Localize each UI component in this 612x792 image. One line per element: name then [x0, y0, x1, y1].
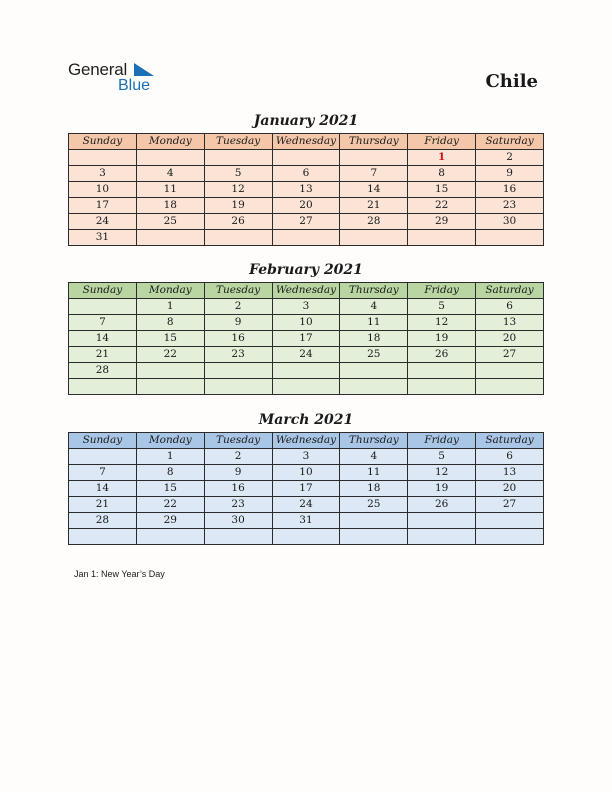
day-cell	[136, 150, 204, 166]
day-cell: 12	[408, 315, 476, 331]
day-cell: 25	[136, 214, 204, 230]
weekday-header: Saturday	[476, 433, 544, 449]
weekday-header: Thursday	[340, 283, 408, 299]
logo	[68, 60, 168, 96]
day-cell	[476, 363, 544, 379]
day-cell: 31	[272, 513, 340, 529]
day-cell: 3	[272, 299, 340, 315]
day-cell	[408, 379, 476, 395]
weekday-header: Friday	[408, 134, 476, 150]
logo-blue-text: Blue	[118, 77, 151, 94]
day-cell: 10	[69, 182, 137, 198]
day-cell: 28	[340, 214, 408, 230]
weekday-header: Monday	[136, 134, 204, 150]
day-cell	[204, 363, 272, 379]
weekday-header: Tuesday	[204, 433, 272, 449]
day-cell	[69, 150, 137, 166]
day-cell: 16	[204, 331, 272, 347]
day-cell	[136, 230, 204, 246]
day-cell: 3	[272, 449, 340, 465]
week-row	[69, 529, 544, 545]
country-title: Chile	[485, 71, 538, 92]
day-cell: 23	[204, 347, 272, 363]
day-cell: 24	[272, 497, 340, 513]
day-cell: 23	[204, 497, 272, 513]
week-row	[69, 166, 544, 182]
day-cell: 21	[69, 347, 137, 363]
day-cell: 17	[69, 198, 137, 214]
day-cell: 28	[69, 363, 137, 379]
day-cell: 27	[476, 497, 544, 513]
day-cell: 12	[408, 465, 476, 481]
day-cell: 9	[204, 315, 272, 331]
day-cell: 6	[476, 449, 544, 465]
day-cell: 1	[136, 299, 204, 315]
day-cell: 9	[204, 465, 272, 481]
day-cell: 20	[272, 198, 340, 214]
week-row	[69, 347, 544, 363]
day-cell	[69, 379, 137, 395]
day-cell: 13	[476, 465, 544, 481]
day-cell: 11	[340, 465, 408, 481]
day-cell	[204, 379, 272, 395]
day-cell: 14	[340, 182, 408, 198]
week-row	[69, 299, 544, 315]
weekday-header: Thursday	[340, 134, 408, 150]
day-cell	[340, 363, 408, 379]
weekday-header: Monday	[136, 433, 204, 449]
weekday-header: Friday	[408, 283, 476, 299]
day-cell: 21	[69, 497, 137, 513]
month-title-february: February 2021	[249, 262, 363, 278]
day-cell: 27	[476, 347, 544, 363]
day-cell	[408, 529, 476, 545]
week-row	[69, 465, 544, 481]
day-cell: 4	[136, 166, 204, 182]
day-cell	[408, 363, 476, 379]
day-cell: 10	[272, 315, 340, 331]
day-cell: 5	[204, 166, 272, 182]
day-cell: 31	[69, 230, 137, 246]
day-cell: 19	[408, 331, 476, 347]
day-cell: 8	[136, 465, 204, 481]
day-cell	[204, 150, 272, 166]
day-cell: 11	[136, 182, 204, 198]
day-cell: 9	[476, 166, 544, 182]
day-cell: 24	[69, 214, 137, 230]
weekday-header: Friday	[408, 433, 476, 449]
day-cell	[408, 513, 476, 529]
day-cell: 26	[408, 347, 476, 363]
calendar-january	[68, 133, 544, 246]
day-cell	[136, 363, 204, 379]
holiday-notes: Jan 1: New Year’s Day	[74, 569, 165, 579]
day-cell: 20	[476, 481, 544, 497]
day-cell	[340, 379, 408, 395]
day-cell	[476, 230, 544, 246]
day-cell	[408, 230, 476, 246]
week-row	[69, 513, 544, 529]
day-cell: 19	[204, 198, 272, 214]
weekday-header: Tuesday	[204, 134, 272, 150]
day-cell: 29	[136, 513, 204, 529]
week-row	[69, 449, 544, 465]
day-cell	[272, 150, 340, 166]
day-cell: 21	[340, 198, 408, 214]
day-cell: 17	[272, 331, 340, 347]
week-row	[69, 363, 544, 379]
day-cell	[340, 230, 408, 246]
day-cell: 26	[204, 214, 272, 230]
day-cell: 25	[340, 497, 408, 513]
day-cell: 24	[272, 347, 340, 363]
day-cell: 22	[408, 198, 476, 214]
day-cell: 11	[340, 315, 408, 331]
day-cell	[340, 150, 408, 166]
day-cell: 7	[69, 315, 137, 331]
day-cell	[204, 529, 272, 545]
day-cell: 1	[136, 449, 204, 465]
day-cell: 16	[204, 481, 272, 497]
day-cell: 13	[476, 315, 544, 331]
calendar-march	[68, 432, 544, 545]
weekday-header-row	[69, 134, 544, 150]
logo-triangle-icon	[134, 63, 154, 77]
weekday-header-row	[69, 283, 544, 299]
day-cell	[69, 299, 137, 315]
day-cell: 2	[204, 449, 272, 465]
day-cell: 28	[69, 513, 137, 529]
day-cell	[272, 379, 340, 395]
weekday-header: Wednesday	[272, 134, 340, 150]
day-cell: 15	[408, 182, 476, 198]
day-cell: 1	[408, 150, 476, 166]
day-cell	[272, 529, 340, 545]
day-cell: 2	[204, 299, 272, 315]
day-cell: 18	[340, 481, 408, 497]
day-cell: 29	[408, 214, 476, 230]
day-cell: 4	[340, 449, 408, 465]
logo-general-text: General	[68, 60, 128, 79]
day-cell: 22	[136, 497, 204, 513]
week-row	[69, 214, 544, 230]
day-cell: 30	[476, 214, 544, 230]
day-cell	[340, 529, 408, 545]
week-row	[69, 182, 544, 198]
month-title-january: January 2021	[253, 113, 359, 129]
day-cell: 18	[136, 198, 204, 214]
day-cell: 5	[408, 299, 476, 315]
day-cell	[69, 529, 137, 545]
month-title-march: March 2021	[258, 412, 354, 428]
calendar-february	[68, 282, 544, 395]
day-cell	[476, 513, 544, 529]
day-cell: 27	[272, 214, 340, 230]
day-cell: 19	[408, 481, 476, 497]
day-cell: 26	[408, 497, 476, 513]
day-cell	[340, 513, 408, 529]
day-cell	[272, 363, 340, 379]
day-cell: 6	[476, 299, 544, 315]
day-cell: 5	[408, 449, 476, 465]
day-cell: 23	[476, 198, 544, 214]
weekday-header: Wednesday	[272, 283, 340, 299]
weekday-header: Tuesday	[204, 283, 272, 299]
day-cell: 22	[136, 347, 204, 363]
week-row	[69, 331, 544, 347]
day-cell	[136, 529, 204, 545]
day-cell	[272, 230, 340, 246]
week-row	[69, 315, 544, 331]
day-cell: 3	[69, 166, 137, 182]
week-row	[69, 379, 544, 395]
weekday-header-row	[69, 433, 544, 449]
week-row	[69, 497, 544, 513]
day-cell	[476, 379, 544, 395]
day-cell: 30	[204, 513, 272, 529]
day-cell: 18	[340, 331, 408, 347]
day-cell: 8	[408, 166, 476, 182]
day-cell: 20	[476, 331, 544, 347]
day-cell: 8	[136, 315, 204, 331]
weekday-header: Wednesday	[272, 433, 340, 449]
day-cell: 7	[69, 465, 137, 481]
day-cell	[69, 449, 137, 465]
week-row	[69, 230, 544, 246]
weekday-header: Sunday	[69, 134, 137, 150]
day-cell: 7	[340, 166, 408, 182]
day-cell: 12	[204, 182, 272, 198]
weekday-header: Saturday	[476, 134, 544, 150]
day-cell	[476, 529, 544, 545]
day-cell	[136, 379, 204, 395]
weekday-header: Sunday	[69, 433, 137, 449]
day-cell: 4	[340, 299, 408, 315]
day-cell: 15	[136, 481, 204, 497]
day-cell: 15	[136, 331, 204, 347]
week-row	[69, 481, 544, 497]
day-cell: 2	[476, 150, 544, 166]
weekday-header: Sunday	[69, 283, 137, 299]
day-cell: 6	[272, 166, 340, 182]
day-cell: 14	[69, 481, 137, 497]
day-cell: 14	[69, 331, 137, 347]
week-row	[69, 198, 544, 214]
day-cell: 25	[340, 347, 408, 363]
day-cell: 10	[272, 465, 340, 481]
week-row	[69, 150, 544, 166]
weekday-header: Saturday	[476, 283, 544, 299]
day-cell: 16	[476, 182, 544, 198]
weekday-header: Thursday	[340, 433, 408, 449]
day-cell: 13	[272, 182, 340, 198]
day-cell	[204, 230, 272, 246]
day-cell: 17	[272, 481, 340, 497]
weekday-header: Monday	[136, 283, 204, 299]
